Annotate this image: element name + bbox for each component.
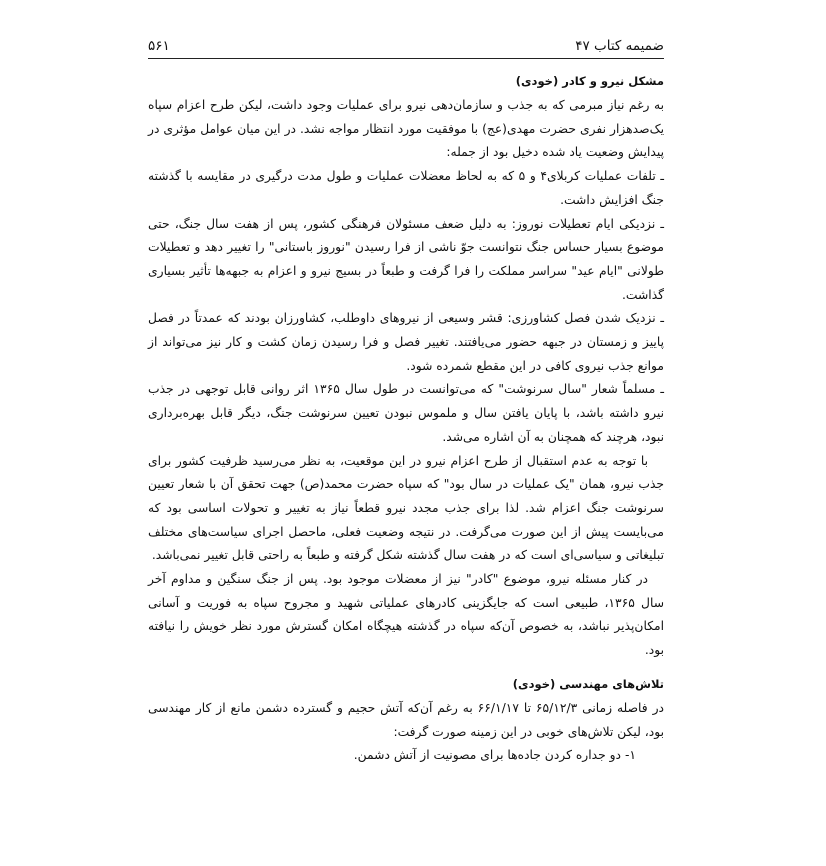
page-number: ۵۶۱ bbox=[148, 38, 170, 54]
section-spacer bbox=[148, 663, 664, 675]
running-header bbox=[148, 36, 664, 59]
numbered-item: ۱- دو جداره کردن جاده‌ها برای مصونیت از آتش دشمن. bbox=[353, 748, 636, 763]
bullet-item: ـ مسلماً شعار "سال سرنوشت" که می‌توانست در طول سال ۱۳۶۵ اثر روانی قابل توجهی در جذب نیرو داشته باشد، با پایان یافتن سال و ملموس نبودن تعیین سرنوشت جنگ، دیگر قابل بهره‌برداری نبود، هرچند که همچنان به آن اشاره می‌شد. bbox=[148, 382, 664, 444]
paragraph: در کنار مسئله نیرو، موضوع "کادر" نیز از معضلات موجود بود. پس از جنگ سنگین و مداوم آخر سال ۱۳۶۵، طبیعی است که جایگزینی کادرهای عملیاتی شهید و مجروح سپاه به فوریت و آسانی امکان‌پذیر نباشد، به خصوص آن‌که سپاه در گذشته هیچگاه امکان گسترش مورد نظر خویش را نیافته بود. bbox=[148, 572, 664, 658]
book-title: ضمیمه کتاب ۴۷ bbox=[575, 38, 664, 54]
paragraph-intro: به رغم نیاز مبرمی که به جذب و سازمان‌دهی نیرو برای عملیات وجود داشت، لیکن طرح اعزام سپاه یک‌صدهزار نفری حضرت مهدی(عج) با موفقیت مورد انتظار مواجه نشد. در این میان عوامل مؤثری در پیدایش وضعیت یاد شده دخیل بود از جمله: bbox=[148, 98, 664, 160]
paragraph: با توجه به عدم استقبال از طرح اعزام نیرو در این موقعیت، به نظر می‌رسید ظرفیت کشور برای جذب نیرو، همان "یک عملیات در سال بود" که سپاه حضرت محمد(ص) جهت تحقق آن با شعار تعیین سرنوشت جنگ اعزام شد. لذا برای جذب مجدد نیرو قطعاً نیاز به تغییر و تحولات اساسی بود که می‌بایست پیش از این صورت می‌گرفت. در نتیجه وضعیت فعلی، ماحصل اجرای سیاست‌های مختلف تبلیغاتی و سیاسی‌ای است که در هفت سال گذشته شکل گرفته و طبعاً به راحتی قابل تغییر نمی‌باشد. bbox=[148, 453, 664, 563]
section-heading-forces: مشکل نیرو و کادر (خودی) bbox=[515, 74, 664, 88]
bullet-item: ـ نزدیکی ایام تعطیلات نوروز: به دلیل ضعف مسئولان فرهنگی کشور، پس از هفت سال جنگ، حتی موضوع بسیار حساس جنگ نتوانست جوّ ناشی از فرا رسیدن "نوروز باستانی" را تغییر دهد و تعطیلات طولانی "ایام عید" سراسر مملکت را فرا گرفت و طبعاً در بسیج نیرو و اعزام به جبهه‌ها تأثیر بسیاری گذاشت. bbox=[148, 216, 664, 302]
main-text bbox=[148, 72, 664, 768]
paragraph-intro: در فاصله زمانی ۶۵/۱۲/۳ تا ۶۶/۱/۱۷ به رغم آن‌که آتش حجیم و گسترده دشمن مانع از کار مهندسی بود، لیکن تلاش‌های خوبی در این زمینه صورت گرفت: bbox=[148, 700, 664, 739]
bullet-item: ـ تلفات عملیات کربلای۴ و ۵ که به لحاظ معضلات عملیات و طول مدت درگیری در مقایسه با گذشته جنگ افزایش داشت. bbox=[148, 169, 664, 207]
section-heading-engineering: تلاش‌های مهندسی (خودی) bbox=[512, 676, 664, 691]
bullet-item: ـ نزدیک شدن فصل کشاورزی: قشر وسیعی از نیروهای داوطلب، کشاورزان بودند که عمدتاً در فصل پاییز و زمستان در جبهه حضور می‌یافتند. تغییر فصل و فرا رسیدن زمان کشت و کار نیز می‌تواند از موانع جذب نیروی کافی در این مقطع شمرده شود. bbox=[148, 311, 664, 373]
